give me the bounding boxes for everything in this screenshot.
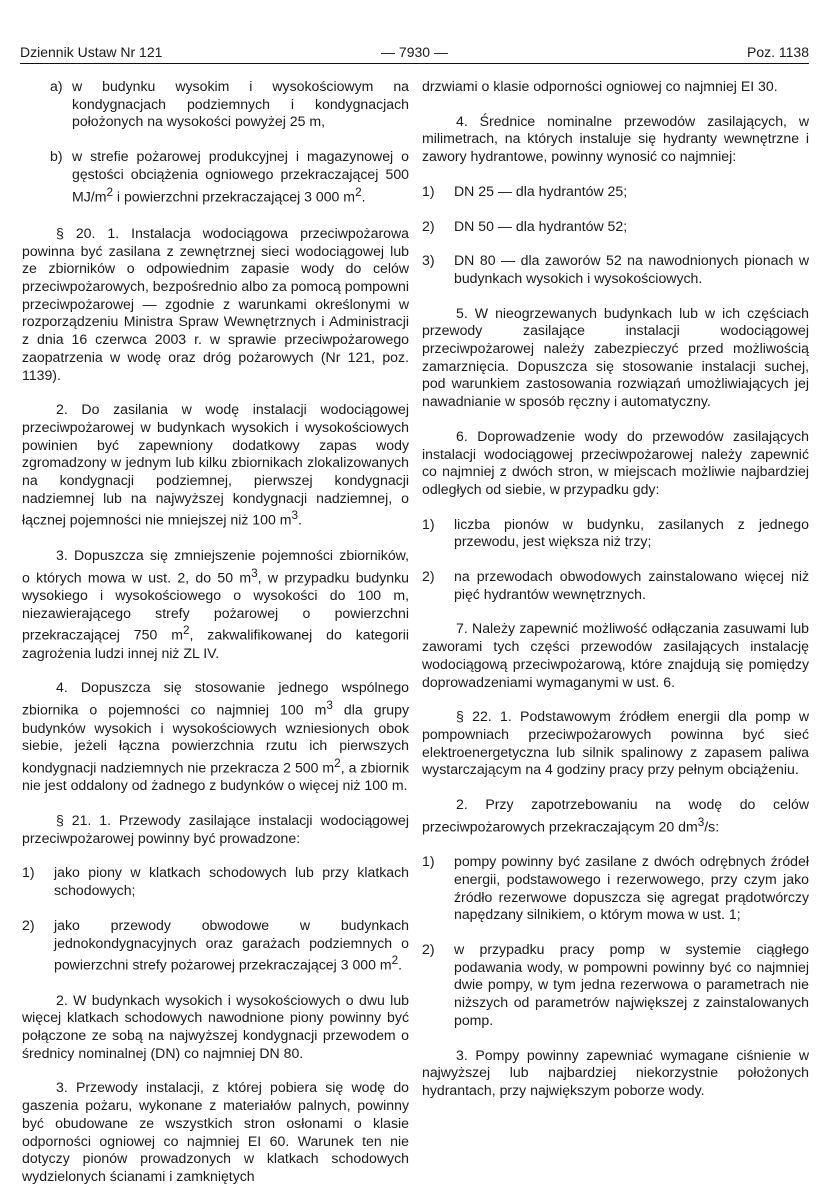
list-text: jako przewody obwodowe w budynkach jednokondygnacyjnych oraz garażach podziemnych o powierzchni strefy pożarowej przekraczającej 3 000 $m^2$.	[54, 916, 409, 973]
paragraph-s21-5: 5. W nieogrzewanych budynkach lub w ich częściach przewody zasilające instalacji wodociągowej przeciwpożarowej należy zabezpieczyć przed możliwością zamarznięcia. Dopuszcza się stosowanie instalacji suchej, pod warunkiem zastosowania rozwiązań umożliwiających jej nawadnianie w sposób ręczny i automatyczny.	[422, 304, 809, 410]
list-text: w budynku wysokim i wysokościowym na kondygnacjach podziemnych i kondygnacjach położonych na wysokości powyżej 25 m,	[72, 78, 409, 130]
paragraph-s21-7: 7. Należy zapewnić możliwość odłączania zasuwami lub zaworami tych części przewodów zasilających instalację wodociągową przeciwpożarową, które znajdują się pomiędzy doprowadzeniami wymaganymi w ust. 6.	[422, 620, 809, 690]
paragraph-s22-3: 3. Pompy powinny zapewniać wymagane ciśnienie w najwyższej lub najbardziej niekorzystnie położonych hydrantach, przy największym poborze wody.	[422, 1046, 809, 1098]
paragraph-s21-2: 2. W budynkach wysokich i wysokościowych o dwu lub więcej klatkach schodowych nawodnione piony powinny być połączone ze sobą na najwyższej kondygnacji przewodem o średnicy nominalnej (DN) co najmniej DN 80.	[22, 991, 409, 1061]
list-item	[422, 183, 809, 201]
paragraph-s22-2: 2. Przy zapotrzebowaniu na wodę do celów przeciwpożarowych przekraczającym 20 $dm^3/s$:	[422, 796, 809, 835]
header-rule	[20, 63, 809, 64]
list-text: DN 25 — dla hydrantów 25;	[454, 182, 628, 199]
header-position: Poz. 1138	[746, 44, 809, 60]
list-text: na przewodach obwodowych zainstalowano więcej niż pięć hydrantów wewnętrznych.	[454, 568, 809, 602]
right-column	[422, 78, 809, 1117]
list-item	[22, 864, 409, 899]
list-item	[422, 218, 809, 236]
list-marker: 2)	[422, 217, 435, 234]
list-item	[22, 148, 409, 206]
list-item	[22, 78, 409, 131]
list-text: DN 80 — dla zaworów 52 na nawodnionych pionach w budynkach wysokich i wysokościowych.	[454, 252, 809, 286]
list-marker: 3)	[422, 252, 435, 269]
paragraph-s21-3-continued: drzwiami o klasie odporności ogniowej co najmniej EI 30.	[422, 78, 778, 94]
list-marker: 1)	[22, 864, 35, 881]
list-text: w strefie pożarowej produkcyjnej i magazynowej o gęstości obciążenia ogniowego przekraczającej 500 $MJ/m^2$ i powierzchni przekraczającej 3 000 $m^2$.	[72, 148, 409, 205]
list-item	[422, 941, 809, 1030]
list-text: jako piony w klatkach schodowych lub przy klatkach schodowych;	[54, 864, 409, 899]
list-marker: a)	[50, 78, 63, 94]
paragraph-s21-4: 4. Średnice nominalne przewodów zasilających, w milimetrach, na których instaluje się hydranty wewnętrzne i zawory hydrantowe, powinny wynosić co najmniej:	[422, 112, 809, 165]
list-marker: 2)	[22, 916, 35, 933]
paragraph-s21-3: 3. Przewody instalacji, z której pobiera się wodę do gaszenia pożaru, wykonane z materiałów palnych, powinny być obudowane ze wszystkich stron osłonami o klasie odporności ogniowej co najmniej EI 60. Warunek ten nie dotyczy pionów prowadzonych w klatkach schodowych wydzielonych ścianami i zamkniętych	[22, 1079, 409, 1184]
list-text: liczba pionów w budynku, zasilanych z jednego przewodu, jest większa niż trzy;	[454, 515, 809, 550]
list-text: w przypadku pracy pomp w systemie ciągłego podawania wody, w pompowni powinny być co najmniej dwie pompy, w tym jedna rezerwowa o parametrach nie niższych od parametrów największej z zainstalowanych pomp.	[454, 941, 809, 1028]
header-journal-title: Dziennik Ustaw Nr 121	[20, 44, 163, 60]
list-item	[422, 853, 809, 924]
list-item	[422, 568, 809, 603]
list-item	[422, 516, 809, 551]
left-column	[22, 78, 409, 1203]
list-marker: 1)	[422, 853, 435, 870]
list-marker: 2)	[422, 568, 435, 585]
paragraph-s20-4: 4. Dopuszcza się stosowanie jednego wspólnego zbiornika o pojemności co najmniej 100 $m^3$ dla grupy budynków wysokich i wysokościowych wzniesionych obok siebie, jeżeli łączna powierzchnia rzutu ich pierwszych kondygnacji nadziemnych nie przekracza 2 500 $m^2$, a zbiornik nie jest oddalony od żadnego z budynków o więcej niż 100 m.	[22, 679, 409, 794]
header-page-number: — 7930 —	[381, 44, 448, 60]
list-item	[22, 917, 409, 975]
list-marker: 2)	[422, 941, 435, 957]
list-marker: b)	[50, 148, 63, 165]
paragraph-s20-1: § 20. 1. Instalacja wodociągowa przeciwpożarowa powinna być zasilana z zewnętrznej sieci wodociągowej lub ze zbiorników o odpowiednim zapasie wody do celów przeciwpożarowych, bezpośrednio albo za pomocą pompowni przeciwpożarowej — zgodnie z warunkami określonymi w rozporządzeniu Ministra Spraw Wewnętrznych i Administracji z dnia 16 czerwca 2003 r. w sprawie przeciwpożarowego zaopatrzenia w wodę oraz dróg pożarowych (Nr 121, poz. 1139).	[22, 224, 410, 383]
list-text: pompy powinny być zasilane z dwóch odrębnych źródeł energii, podstawowego i rezerwowego, przy czym jako źródło rezerwowe dopuszcza się agregat prądotwórczy napędzany silnikiem, o którym mowa w ust. 1;	[454, 853, 809, 923]
list-marker: 1)	[422, 515, 435, 532]
list-item	[422, 252, 809, 287]
paragraph-s21-6: 6. Doprowadzenie wody do przewodów zasilających instalacji wodociągowej przeciwpożarowej należy zapewnić co najmniej z dwóch stron, w miejscach możliwie najbardziej odległych od siebie, w przypadku gdy:	[422, 427, 809, 497]
paragraph-s21-1: § 21. 1. Przewody zasilające instalacji wodociągowej przeciwpożarowej powinny być prowadzone:	[22, 812, 409, 846]
list-marker: 1)	[422, 182, 435, 199]
paragraph-s20-3: 3. Dopuszcza się zmniejszenie pojemności zbiorników, o których mowa w ust. 2, do 50 $m^3$, w przypadku budynku wysokiego i wysokościowego o wysokości do 100 m, niezawierającego strefy pożarowej o powierzchni przekraczającej 750 $m^2$, zakwalifikowanej do kategorii zagrożenia ludzi innej niż ZL IV.	[22, 546, 410, 661]
list-text: DN 50 — dla hydrantów 52;	[454, 217, 628, 234]
paragraph-s22-1: § 22. 1. Podstawowym źródłem energii dla pomp w pompowniach przeciwpożarowych powinna być sieć elektroenergetyczna lub silnik spalinowy z zapasem paliwa wystarczającym na 4 godziny pracy przy pełnym obciążeniu.	[422, 708, 809, 778]
paragraph-s20-2: 2. Do zasilania w wodę instalacji wodociągowej przeciwpożarowej w budynkach wysokich i wysokościowych powinien być zapewniony dodatkowy zapas wody zgromadzony w jednym lub kilku zbiornikach zlokalizowanych na kondygnacji podziemnej, pierwszej kondygnacji nadziemnej lub na najwyższej kondygnacji nadziemnej, o łącznej pojemności nie mniejszej niż 100 $m^3$.	[22, 401, 409, 529]
